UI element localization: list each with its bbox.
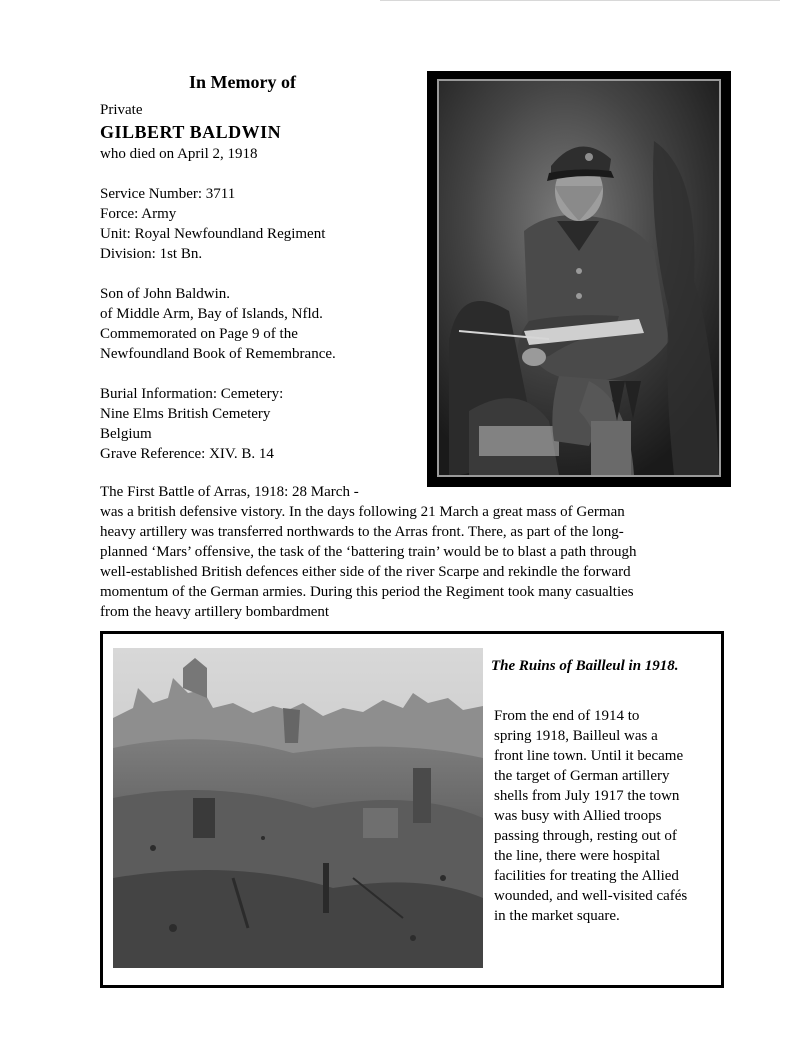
description-line: the line, there were hospital: [494, 848, 661, 864]
description-line: spring 1918, Bailleul was a: [494, 728, 658, 744]
description-line: in the market square.: [494, 908, 620, 924]
description-line: facilities for treating the Allied: [494, 868, 679, 884]
bailleul-box: [100, 631, 724, 988]
soldier-portrait-photo: [437, 79, 721, 477]
description-line: passing through, resting out of: [494, 828, 677, 844]
memorial-details: [100, 100, 420, 464]
division: Division: 1st Bn.: [100, 246, 203, 262]
paragraph-line: planned ‘Mars’ offensive, the task of the ‘battering train’ would be to blast a path through: [100, 544, 637, 560]
bailleul-description: [494, 706, 722, 926]
date-of-death: who died on April 2, 1918: [100, 146, 258, 162]
description-line: the target of German artillery: [494, 768, 670, 784]
spacer: [100, 164, 420, 184]
description-line: front line town. Until it became: [494, 748, 684, 764]
memorial-heading: In Memory of: [189, 72, 296, 92]
paragraph-line: heavy artillery was transferred northwards to the Arras front. There, as part of the long-: [100, 524, 624, 540]
description-line: was busy with Allied troops: [494, 808, 662, 824]
battle-paragraph: [100, 482, 720, 622]
soldier-name: GILBERT BALDWIN: [100, 122, 282, 142]
portrait-frame: [427, 71, 731, 487]
family-line: Son of John Baldwin.: [100, 286, 231, 302]
paragraph-line: The First Battle of Arras, 1918: 28 March -: [100, 484, 359, 500]
family-line: Commemorated on Page 9 of the: [100, 326, 298, 342]
burial-line: Burial Information: Cemetery:: [100, 386, 284, 402]
description-line: From the end of 1914 to: [494, 708, 640, 724]
unit: Unit: Royal Newfoundland Regiment: [100, 226, 326, 242]
force: Force: Army: [100, 206, 177, 222]
burial-line: Nine Elms British Cemetery: [100, 406, 271, 422]
family-line: of Middle Arm, Bay of Islands, Nfld.: [100, 306, 323, 322]
rank: Private: [100, 102, 143, 118]
paragraph-line: well-established British defences either side of the river Scarpe and rekindle the forward: [100, 564, 631, 580]
family-line: Newfoundland Book of Remembrance.: [100, 346, 336, 362]
description-line: shells from July 1917 the town: [494, 788, 680, 804]
ruins-illustration: [113, 648, 483, 968]
service-number: Service Number: 3711: [100, 186, 236, 202]
portrait-illustration: [439, 81, 719, 475]
paragraph-line: was a british defensive vistory. In the days following 21 March a great mass of German: [100, 504, 625, 520]
description-line: wounded, and well-visited cafés: [494, 888, 688, 904]
paragraph-line: from the heavy artillery bombardment: [100, 604, 330, 620]
bailleul-ruins-photo: [113, 648, 483, 968]
spacer: [100, 264, 420, 284]
burial-line: Belgium: [100, 426, 152, 442]
bailleul-title: The Ruins of Bailleul in 1918.: [491, 658, 679, 674]
burial-line: Grave Reference: XIV. B. 14: [100, 446, 274, 462]
top-divider: [380, 0, 780, 1]
paragraph-line: momentum of the German armies. During this period the Regiment took many casualties: [100, 584, 634, 600]
spacer: [100, 364, 420, 384]
